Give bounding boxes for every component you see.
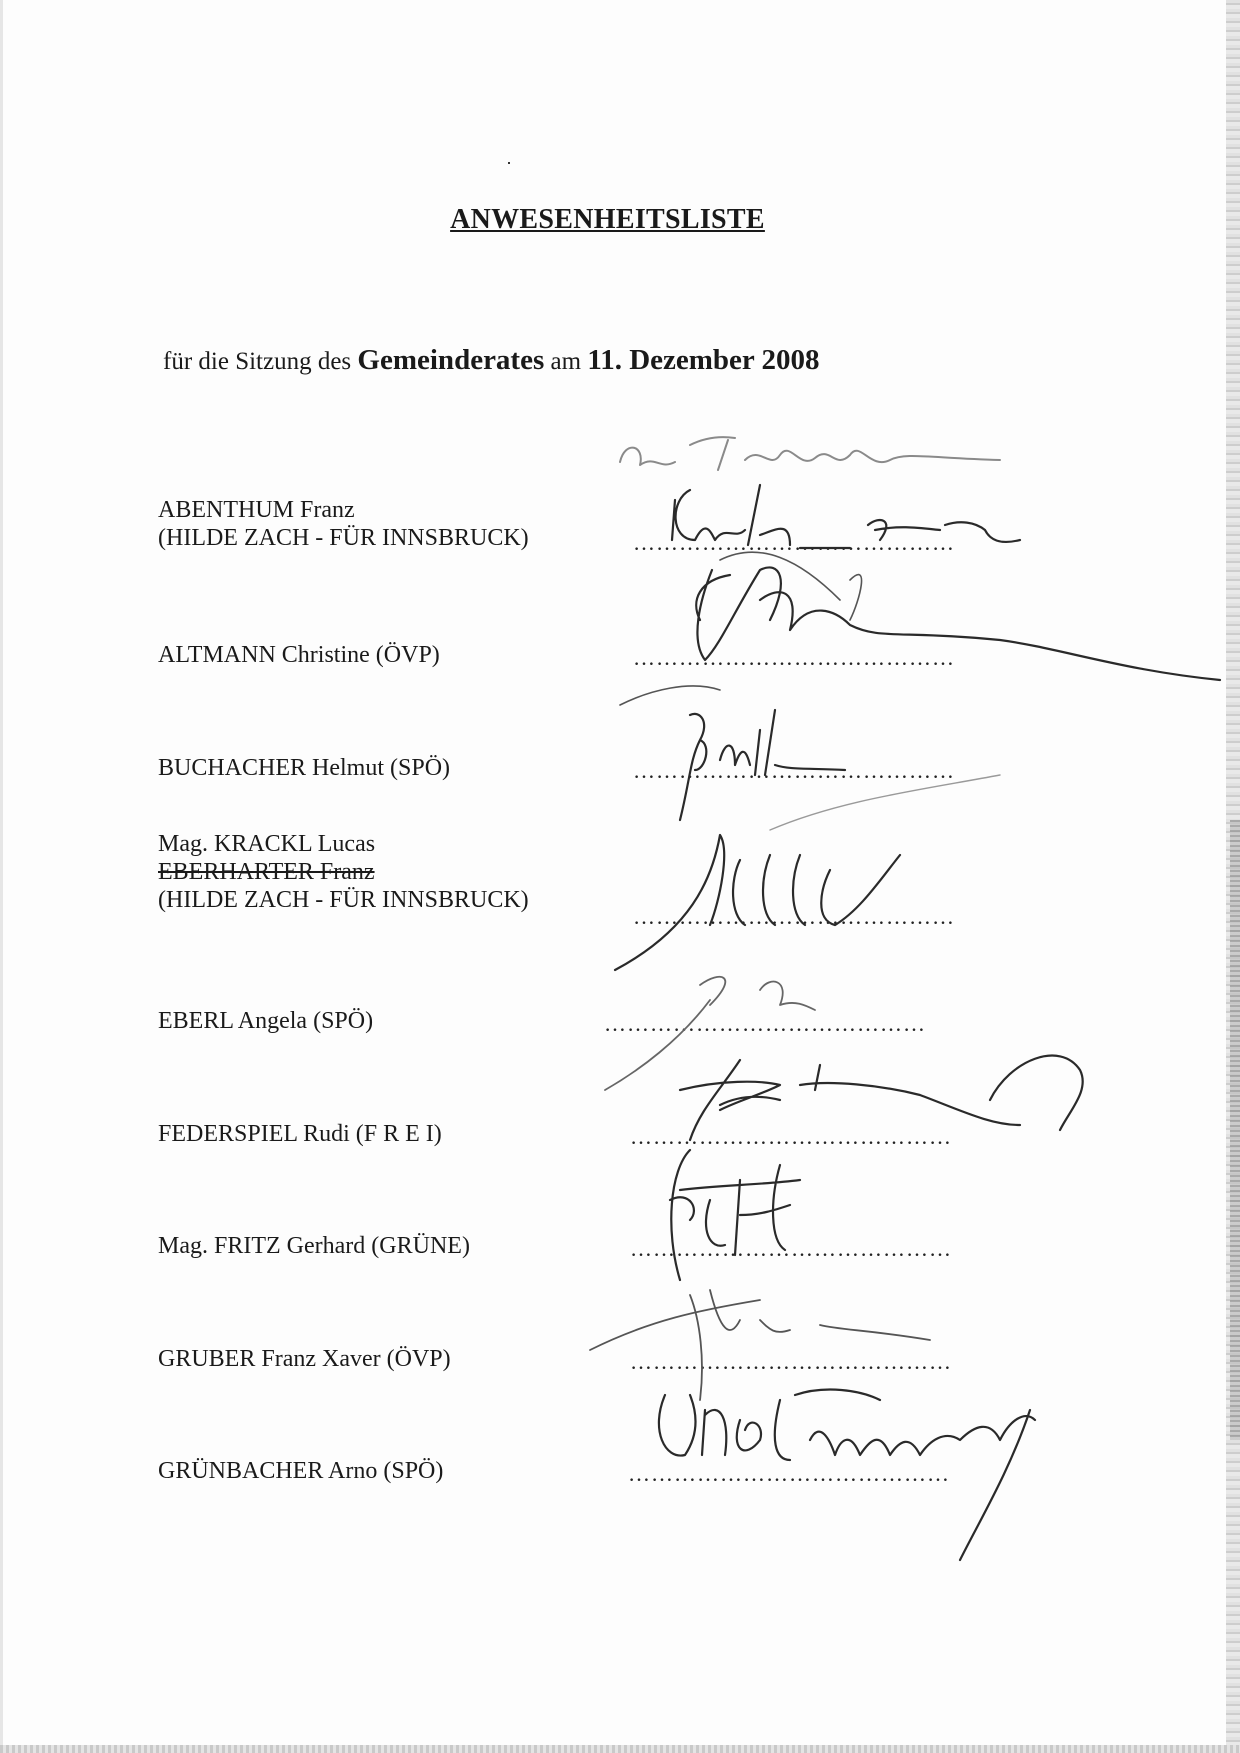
attendee-name-struck: EBERHARTER Franz: [158, 859, 375, 885]
signature-altmann-loop: [620, 552, 862, 705]
intro-middle: am: [550, 348, 582, 375]
attendee-name: GRÜNBACHER Arno (SPÖ): [158, 1458, 444, 1484]
scan-speck: [508, 162, 510, 164]
signature-faint-top: [620, 437, 1000, 470]
intro-body: Gemeinderates: [357, 344, 545, 376]
signature-line: ……………………………………: [630, 1124, 952, 1149]
signature-line: ……………………………………: [630, 1236, 952, 1261]
attendee-entry-eberl: [158, 1007, 373, 1035]
attendee-entry-gruenbacher: [158, 1457, 443, 1485]
intro-date: 11. Dezember 2008: [587, 344, 820, 376]
attendee-party: (HILDE ZACH - FÜR INNSBRUCK): [158, 525, 529, 551]
attendee-name: ALTMANN Christine (ÖVP): [158, 642, 440, 668]
attendee-entry-buchacher: [158, 754, 450, 782]
scan-edge-right-shadow: [1230, 820, 1240, 1440]
attendee-entry-abenthum: [158, 496, 529, 552]
attendee-entry-fritz: [158, 1232, 470, 1260]
signature-line: ……………………………………: [628, 1461, 950, 1486]
signature-line: ……………………………………: [630, 1349, 952, 1374]
attendee-name: Mag. KRACKL Lucas: [158, 831, 376, 857]
signature-line: ……………………………………: [604, 1011, 926, 1036]
signature-line: ……………………………………: [633, 530, 955, 555]
scan-edge-left: [0, 0, 3, 1753]
attendee-name: Mag. FRITZ Gerhard (GRÜNE): [158, 1233, 470, 1259]
signature-gruber: [590, 1290, 930, 1400]
attendee-name: ABENTHUM Franz: [158, 497, 355, 523]
attendee-name: GRUBER Franz Xaver (ÖVP): [158, 1346, 451, 1372]
attendee-entry-altmann: [158, 641, 440, 669]
attendee-name: FEDERSPIEL Rudi (F R E I): [158, 1121, 442, 1147]
attendee-entry-gruber: [158, 1345, 451, 1373]
attendee-name: BUCHACHER Helmut (SPÖ): [158, 755, 451, 781]
document-title: ANWESENHEITSLISTE: [450, 204, 765, 235]
attendee-entry-federspiel: [158, 1120, 442, 1148]
signature-line: ……………………………………: [633, 758, 955, 783]
attendee-party: (HILDE ZACH - FÜR INNSBRUCK): [158, 887, 529, 913]
signature-line: ……………………………………: [633, 645, 955, 670]
scan-edge-bottom: [0, 1745, 1240, 1753]
intro-line: [163, 344, 820, 377]
attendee-name: EBERL Angela (SPÖ): [158, 1008, 374, 1034]
signature-krackl: [615, 835, 900, 970]
attendee-entry-krackl: [158, 830, 529, 914]
intro-prefix: für die Sitzung des: [163, 348, 352, 375]
signature-line: ……………………………………: [633, 904, 955, 929]
